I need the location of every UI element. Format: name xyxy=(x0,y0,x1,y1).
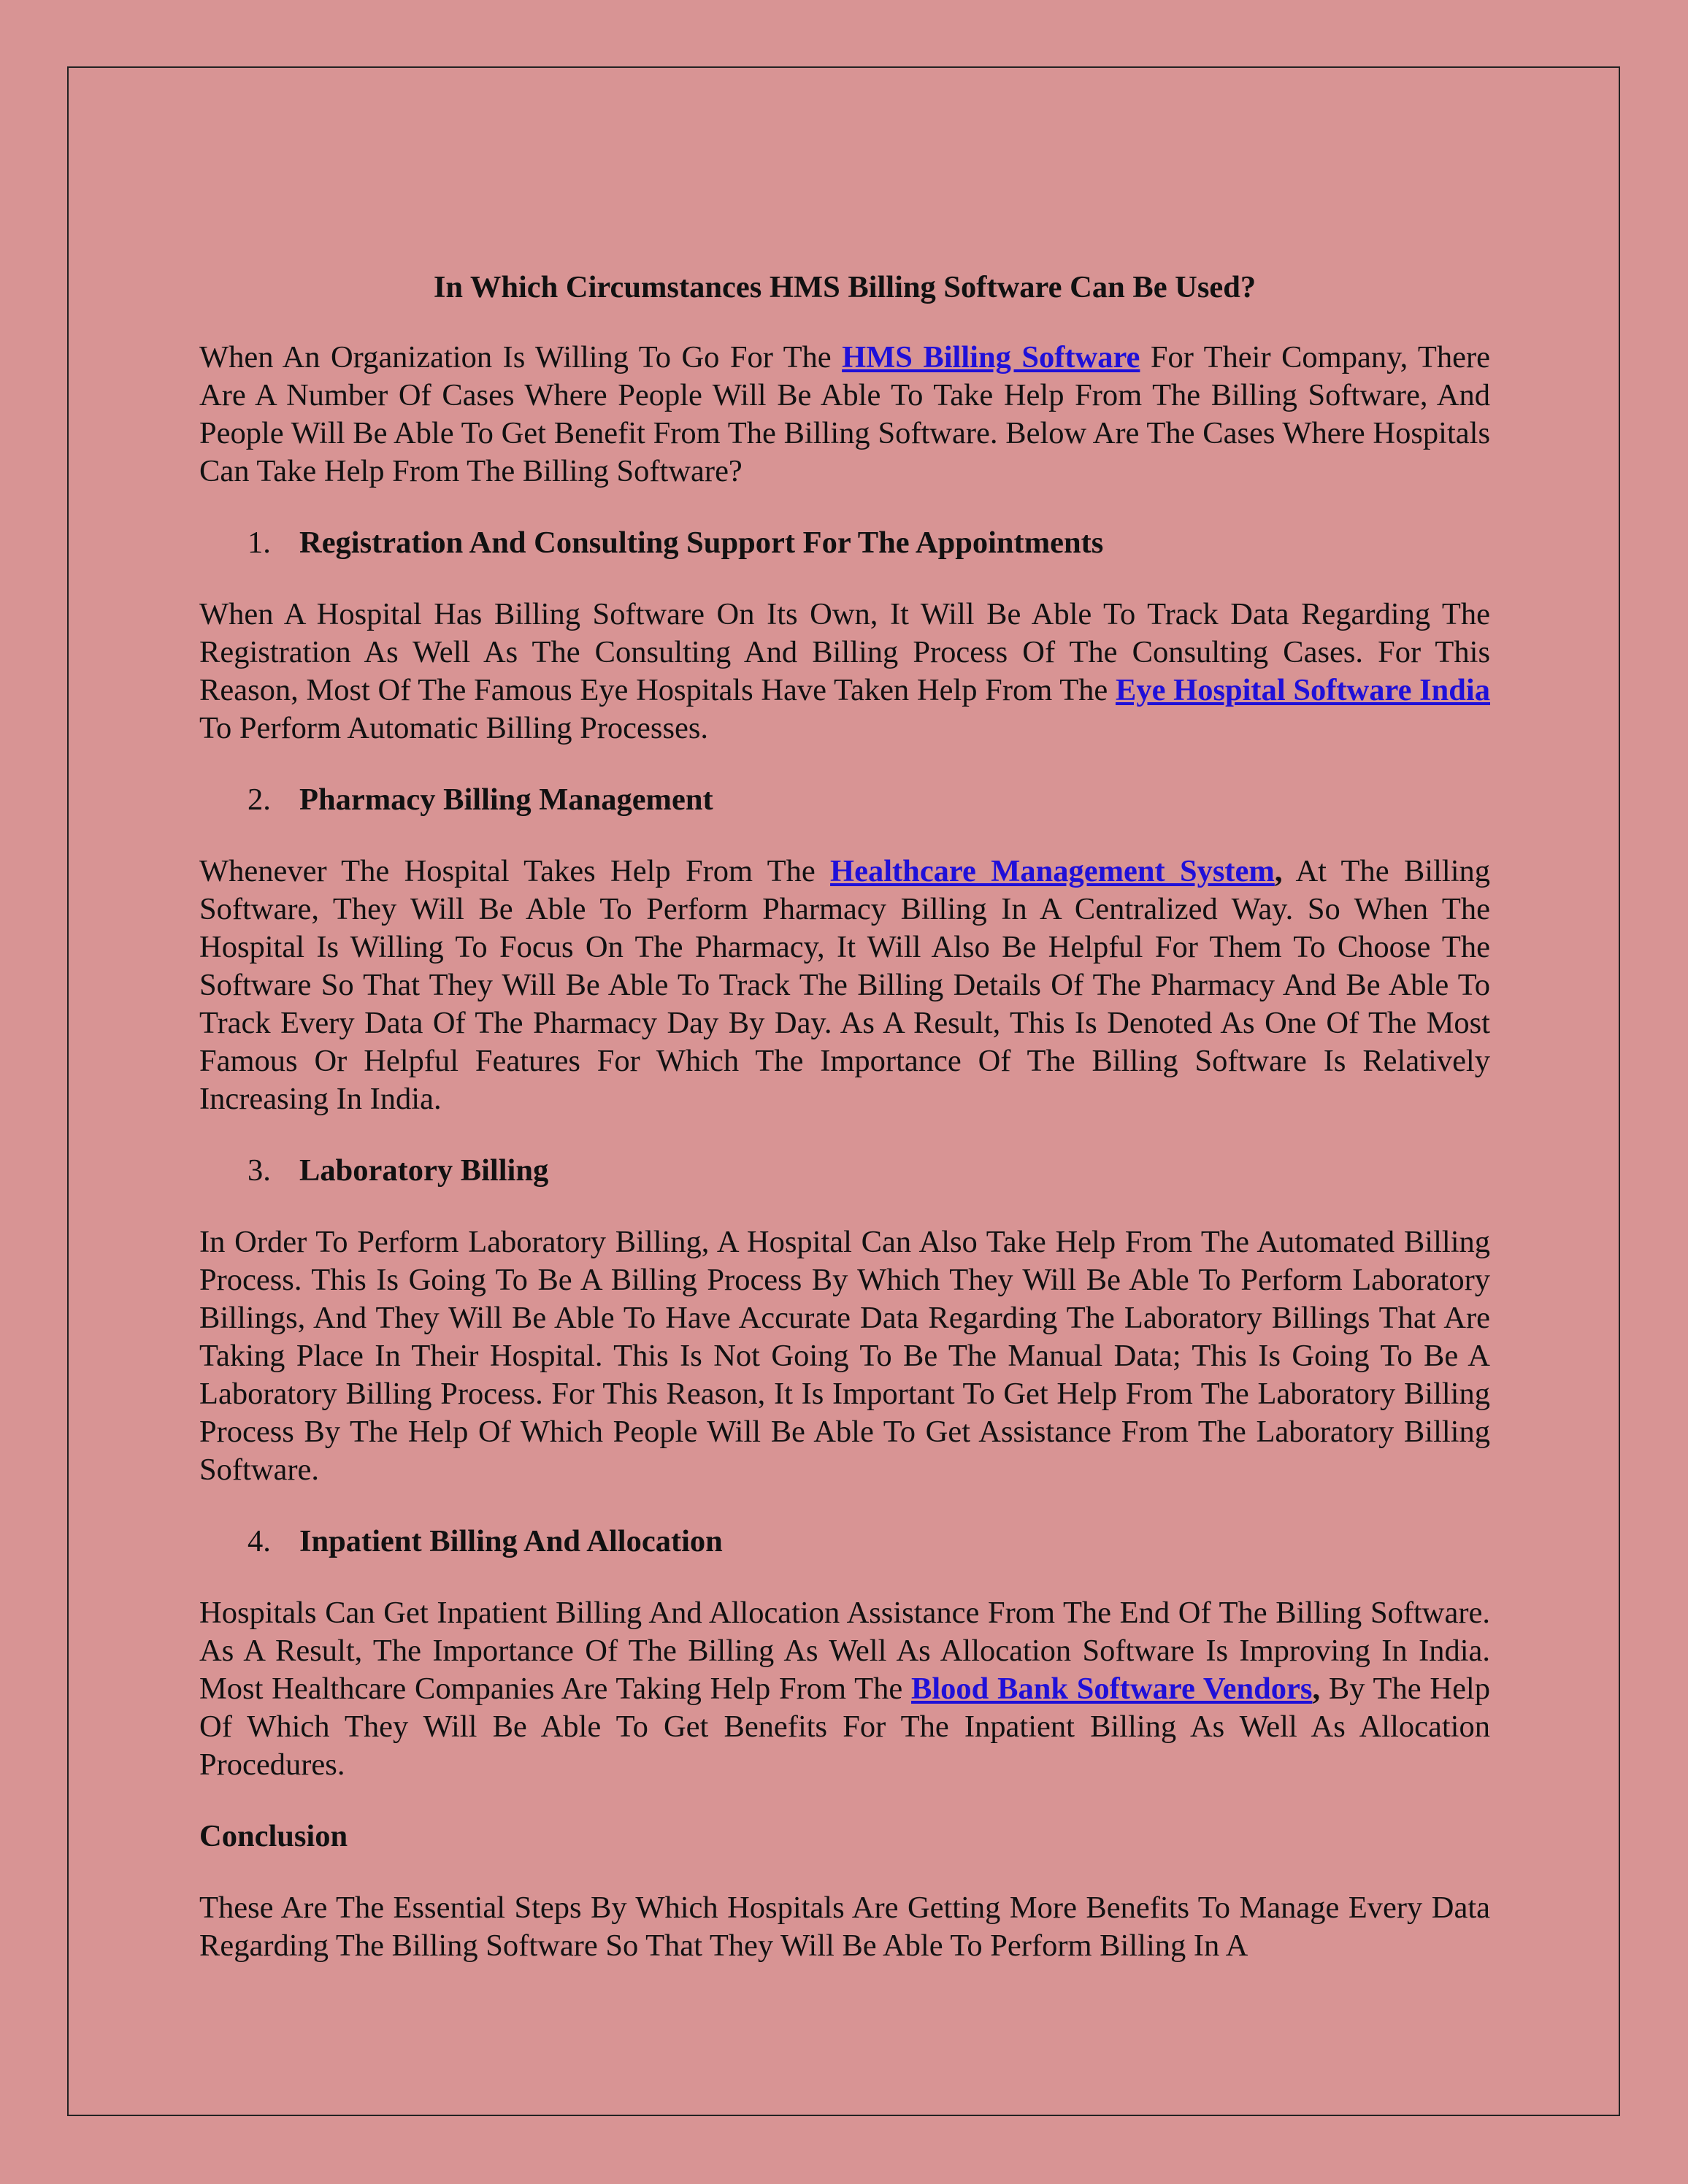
blood-bank-software-vendors-link[interactable]: Blood Bank Software Vendors xyxy=(911,1672,1313,1706)
section-3-paragraph: In Order To Perform Laboratory Billing, A Hospital Can Also Take Help From The Automated Billing Process. This Is Going To Be A Billing Process By Which They Will Be Able To Perform Laboratory Billings, And They Will Be Able To Have Accurate Data Regarding The Laboratory Billings That Are Taking Place In Their Hospital. This Is Not Going To Be The Manual Data; This Is Going To Be A Laboratory Billing Process. For This Reason, It Is Important To Get Help From The Laboratory Billing Process By The Help Of Which People Will Be Able To Get Assistance From The Laboratory Billing Software. xyxy=(199,1225,1490,1487)
document-title: In Which Circumstances HMS Billing Software Can Be Used? xyxy=(433,270,1257,304)
paragraph-text-before: When A Hospital Has Billing Software On Its Own, It Will Be Able To Track Data Regarding The Registration As Well As The Consulting And Billing Process Of The Consulting Cases. For This Reason, Most Of The Famous Eye Hospitals Have Taken Help From The xyxy=(199,597,1490,707)
section-2-heading xyxy=(199,781,1490,819)
conclusion-heading: Conclusion xyxy=(199,1819,348,1853)
conclusion-paragraph: These Are The Essential Steps By Which Hospitals Are Getting More Benefits To Manage Every Data Regarding The Billing Software So That They Will Be Able To Perform Billing In A xyxy=(199,1891,1490,1963)
section-heading-text: Registration And Consulting Support For The Appointments xyxy=(299,526,1104,560)
section-2-paragraph xyxy=(199,853,1490,1118)
section-heading-text: Pharmacy Billing Management xyxy=(299,783,713,817)
healthcare-management-system-link[interactable]: Healthcare Management System xyxy=(830,854,1275,888)
hms-billing-software-link[interactable]: HMS Billing Software xyxy=(842,340,1140,374)
document-body xyxy=(199,269,1490,1999)
intro-paragraph xyxy=(199,339,1490,491)
list-number: 4. xyxy=(248,1524,271,1558)
intro-text-before: When An Organization Is Willing To Go For The xyxy=(199,340,843,374)
section-heading-text: Laboratory Billing xyxy=(299,1153,549,1188)
paragraph-text-before: Hospitals Can Get Inpatient Billing And Allocation Assistance From The End Of The Billing Software. As A Result, The Importance Of The Billing As Well As Allocation Software Is Improving In India. Most Healthcare Companies Are Taking Help From The xyxy=(199,1596,1490,1706)
link-comma: , xyxy=(1312,1672,1321,1706)
eye-hospital-software-link[interactable]: Eye Hospital Software India xyxy=(1115,673,1490,707)
list-number: 3. xyxy=(248,1153,271,1188)
section-3-heading xyxy=(199,1152,1490,1190)
paragraph-text-after: To Perform Automatic Billing Processes. xyxy=(199,711,709,745)
paragraph-text-after: At The Billing Software, They Will Be Able To Perform Pharmacy Billing In A Centralized Way. So When The Hospital Is Willing To Focus On The Pharmacy, It Will Also Be Helpful For Them To Choose The Software So That They Will Be Able To Track The Billing Details Of The Pharmacy And Be Able To Track Every Data Of The Pharmacy Day By Day. As A Result, This Is Denoted As One Of The Most Famous Or Helpful Features For Which The Importance Of The Billing Software Is Relatively Increasing In India. xyxy=(199,854,1490,1116)
intro-text-after: For Their Company, There Are A Number Of Cases Where People Will Be Able To Take Help From The Billing Software, And People Will Be Able To Get Benefit From The Billing Software. Below Are The Cases Where Hospitals Can Take Help From The Billing Software? xyxy=(199,340,1490,488)
section-1-paragraph xyxy=(199,596,1490,747)
list-number: 1. xyxy=(248,526,271,560)
section-1-heading xyxy=(199,524,1490,562)
section-4-paragraph xyxy=(199,1594,1490,1784)
list-number: 2. xyxy=(248,783,271,817)
section-heading-text: Inpatient Billing And Allocation xyxy=(299,1524,723,1558)
link-comma: , xyxy=(1274,854,1283,888)
section-4-heading xyxy=(199,1523,1490,1561)
paragraph-text-after: By The Help Of Which They Will Be Able To Get Benefits For The Inpatient Billing As Well As Allocation Procedures. xyxy=(199,1672,1490,1782)
paragraph-text-before: Whenever The Hospital Takes Help From The xyxy=(199,854,831,888)
